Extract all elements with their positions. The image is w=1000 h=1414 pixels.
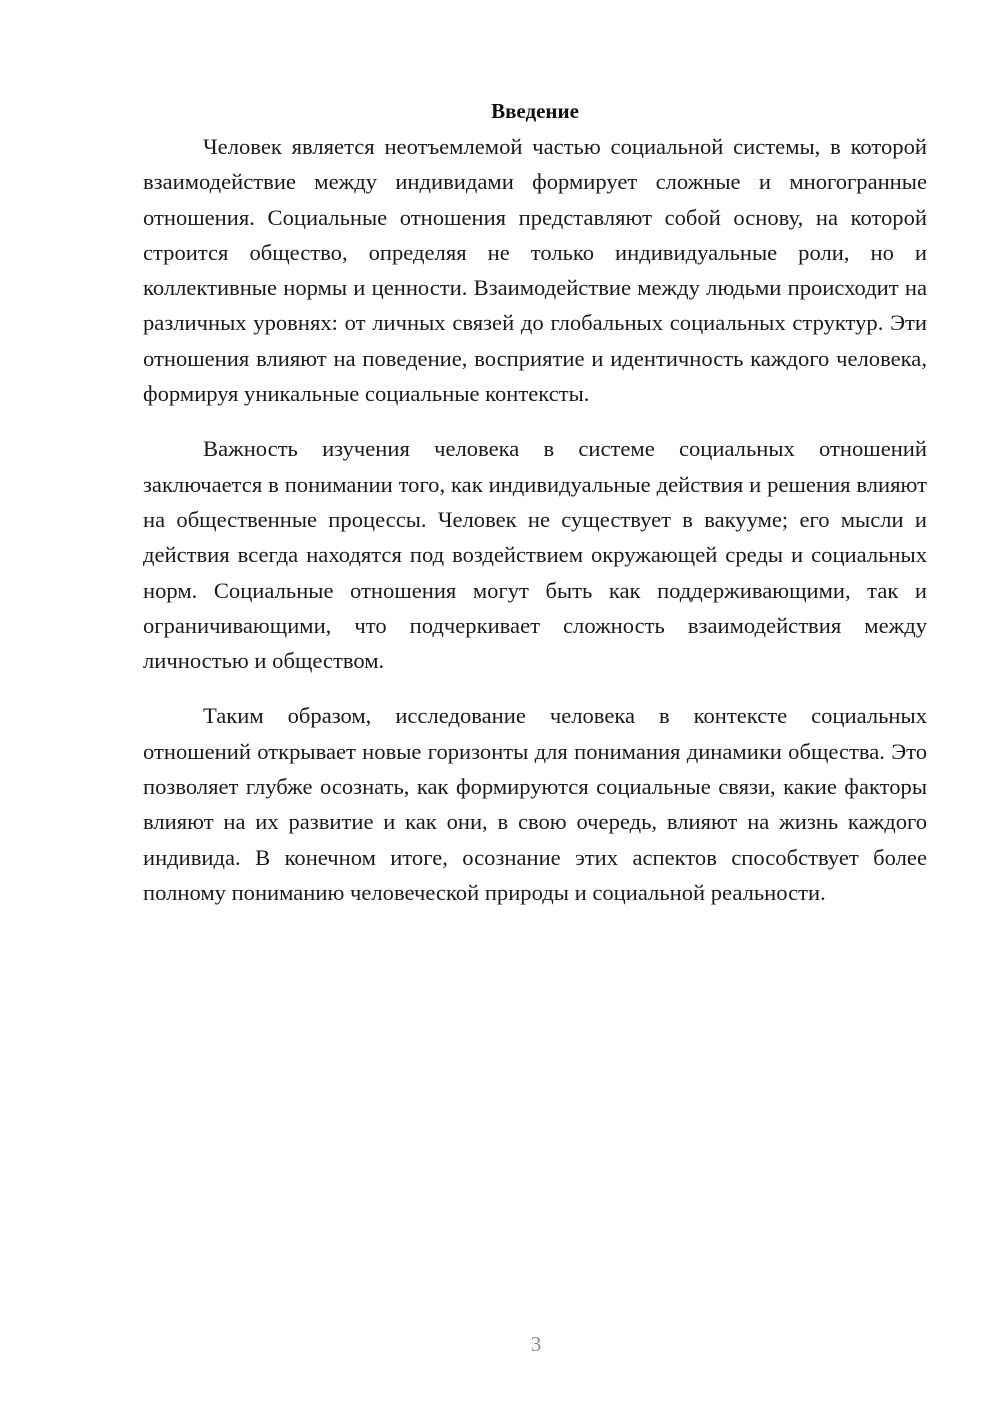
page-content [143,96,927,910]
paragraph-3: Таким образом, исследование человека в контексте социальных отношений открывает новые горизонты для понимания динамики общества. Это позволяет глубже осознать, как формируются социальные связи, какие факторы влияют на их развитие и как они, в свою очередь, влияют на жизнь каждого индивида. В конечном итоге, осознание этих аспектов способствует более полному пониманию человеческой природы и социальной реальности. [143,703,927,905]
paragraph-2: Важность изучения человека в системе социальных отношений заключается в понимании того, как индивидуальные действия и решения влияют на общественные процессы. Человек не существует в вакууме; его мысли и действия всегда находятся под воздействием окружающей среды и социальных норм. Социальные отношения могут быть как поддерживающими, так и ограничивающими, что подчеркивает сложность взаимодействия между личностью и обществом. [143,436,927,674]
section-heading: Введение [491,99,579,123]
page-number: 3 [530,1332,542,1356]
paragraph-1: Человек является неотъемлемой частью социальной системы, в которой взаимодействие между индивидами формирует сложные и многогранные отношения. Социальные отношения представляют собой основу, на которой строится общество, определяя не только индивидуальные роли, но и коллективные нормы и ценности. Взаимодействие между людьми происходит на различных уровнях: от личных связей до глобальных социальных структур. Эти отношения влияют на поведение, восприятие и идентичность каждого человека, формируя уникальные социальные контексты. [143,134,927,407]
